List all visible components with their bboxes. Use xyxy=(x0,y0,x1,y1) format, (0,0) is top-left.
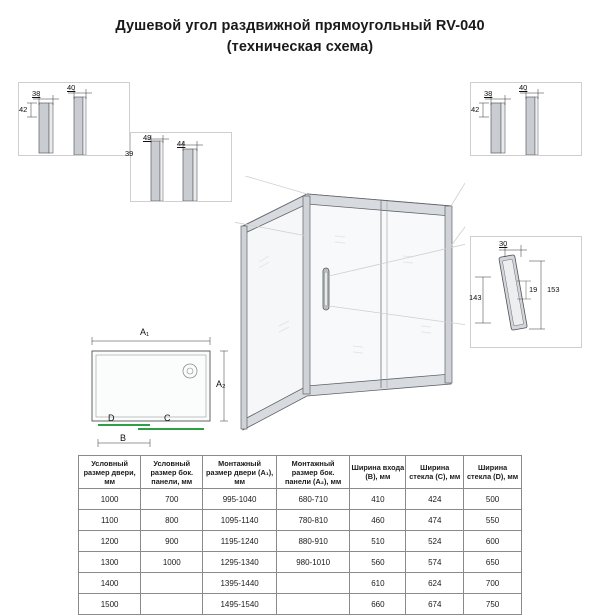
table-cell: 1500 xyxy=(79,594,141,615)
detail-top-right-dim-c: 42 xyxy=(471,105,480,114)
table-cell: 574 xyxy=(406,552,464,573)
table-cell: 500 xyxy=(464,489,522,510)
table-cell: 680-710 xyxy=(276,489,350,510)
detail-handle xyxy=(470,236,582,348)
table-cell: 610 xyxy=(350,573,406,594)
detail-top-left-dim-b: 40 xyxy=(67,83,76,92)
table-header-row xyxy=(79,456,522,489)
table-cell: 1300 xyxy=(79,552,141,573)
table-cell: 1095-1140 xyxy=(203,510,277,531)
detail-middle-dim-c: 39 xyxy=(125,149,134,158)
table-cell: 600 xyxy=(464,531,522,552)
table-row xyxy=(79,594,522,615)
detail-handle-dim-a: 30 xyxy=(499,239,508,248)
table-cell: 780-810 xyxy=(276,510,350,531)
table-cell: 550 xyxy=(464,510,522,531)
plan-dim-d: D xyxy=(108,413,115,423)
specification-table-wrap xyxy=(78,455,522,615)
table-row xyxy=(79,531,522,552)
table-cell: 995-1040 xyxy=(203,489,277,510)
table-cell: 624 xyxy=(406,573,464,594)
detail-top-right xyxy=(470,82,582,156)
table-cell: 1000 xyxy=(79,489,141,510)
detail-top-left-dim-a: 38 xyxy=(32,89,41,98)
table-cell: 1200 xyxy=(79,531,141,552)
shower-enclosure-3d-view xyxy=(235,176,465,436)
table-cell: 410 xyxy=(350,489,406,510)
detail-handle-dim-b: 153 xyxy=(547,285,560,294)
table-cell xyxy=(276,573,350,594)
page-title-line1: Душевой угол раздвижной прямоугольный RV-040 xyxy=(115,18,485,34)
detail-top-right-dim-a: 38 xyxy=(484,89,493,98)
table-cell: 880-910 xyxy=(276,531,350,552)
table-cell: 560 xyxy=(350,552,406,573)
table-cell: 460 xyxy=(350,510,406,531)
plan-dim-a2: A₂ xyxy=(216,379,226,389)
table-row xyxy=(79,510,522,531)
plan-dim-b: B xyxy=(120,433,127,443)
table-cell: 510 xyxy=(350,531,406,552)
table-cell: 700 xyxy=(464,573,522,594)
plan-view xyxy=(78,327,238,453)
table-cell xyxy=(141,573,203,594)
shower-enclosure-drawing xyxy=(235,176,465,436)
table-header-cell: Ширина стекла (D), мм xyxy=(464,456,522,489)
table-row xyxy=(79,489,522,510)
detail-top-left xyxy=(18,82,130,156)
page-title xyxy=(0,0,600,58)
table-header-cell: Ширина стекла (C), мм xyxy=(406,456,464,489)
table-cell: 660 xyxy=(350,594,406,615)
table-header-cell: Ширина входа (B), мм xyxy=(350,456,406,489)
table-header-cell: Монтажный размер двери (A₁), мм xyxy=(203,456,277,489)
specification-table xyxy=(78,455,522,615)
table-header-cell: Условный размер двери, мм xyxy=(79,456,141,489)
table-cell: 524 xyxy=(406,531,464,552)
table-cell: 1395-1440 xyxy=(203,573,277,594)
table-cell: 1195-1240 xyxy=(203,531,277,552)
table-row xyxy=(79,552,522,573)
table-cell: 700 xyxy=(141,489,203,510)
table-cell: 1295-1340 xyxy=(203,552,277,573)
detail-handle-drawing xyxy=(471,237,581,347)
plan-dim-a1: A₁ xyxy=(140,327,150,337)
table-row xyxy=(79,573,522,594)
detail-handle-dim-c: 19 xyxy=(529,285,538,294)
table-cell: 424 xyxy=(406,489,464,510)
detail-handle-dim-d: 143 xyxy=(469,293,482,302)
table-cell: 1100 xyxy=(79,510,141,531)
technical-drawing xyxy=(0,58,600,448)
plan-dim-c: C xyxy=(164,413,171,423)
table-cell: 980-1010 xyxy=(276,552,350,573)
page-title-line2: (техническая схема) xyxy=(226,39,374,55)
table-cell: 1000 xyxy=(141,552,203,573)
table-cell xyxy=(276,594,350,615)
table-cell xyxy=(141,594,203,615)
detail-top-left-dim-c: 42 xyxy=(19,105,28,114)
detail-middle xyxy=(125,132,232,202)
table-cell: 1400 xyxy=(79,573,141,594)
table-header-cell: Монтажный размер бок. панели (A₂), мм xyxy=(276,456,350,489)
table-cell: 674 xyxy=(406,594,464,615)
table-cell: 800 xyxy=(141,510,203,531)
detail-top-right-dim-b: 40 xyxy=(519,83,528,92)
table-header-cell: Условный размер бок. панели, мм xyxy=(141,456,203,489)
table-cell: 650 xyxy=(464,552,522,573)
detail-middle-dim-b: 44 xyxy=(177,139,186,148)
table-cell: 1495-1540 xyxy=(203,594,277,615)
table-cell: 750 xyxy=(464,594,522,615)
plan-view-drawing xyxy=(78,333,238,453)
table-cell: 900 xyxy=(141,531,203,552)
table-cell: 474 xyxy=(406,510,464,531)
detail-middle-dim-a: 49 xyxy=(143,133,152,142)
